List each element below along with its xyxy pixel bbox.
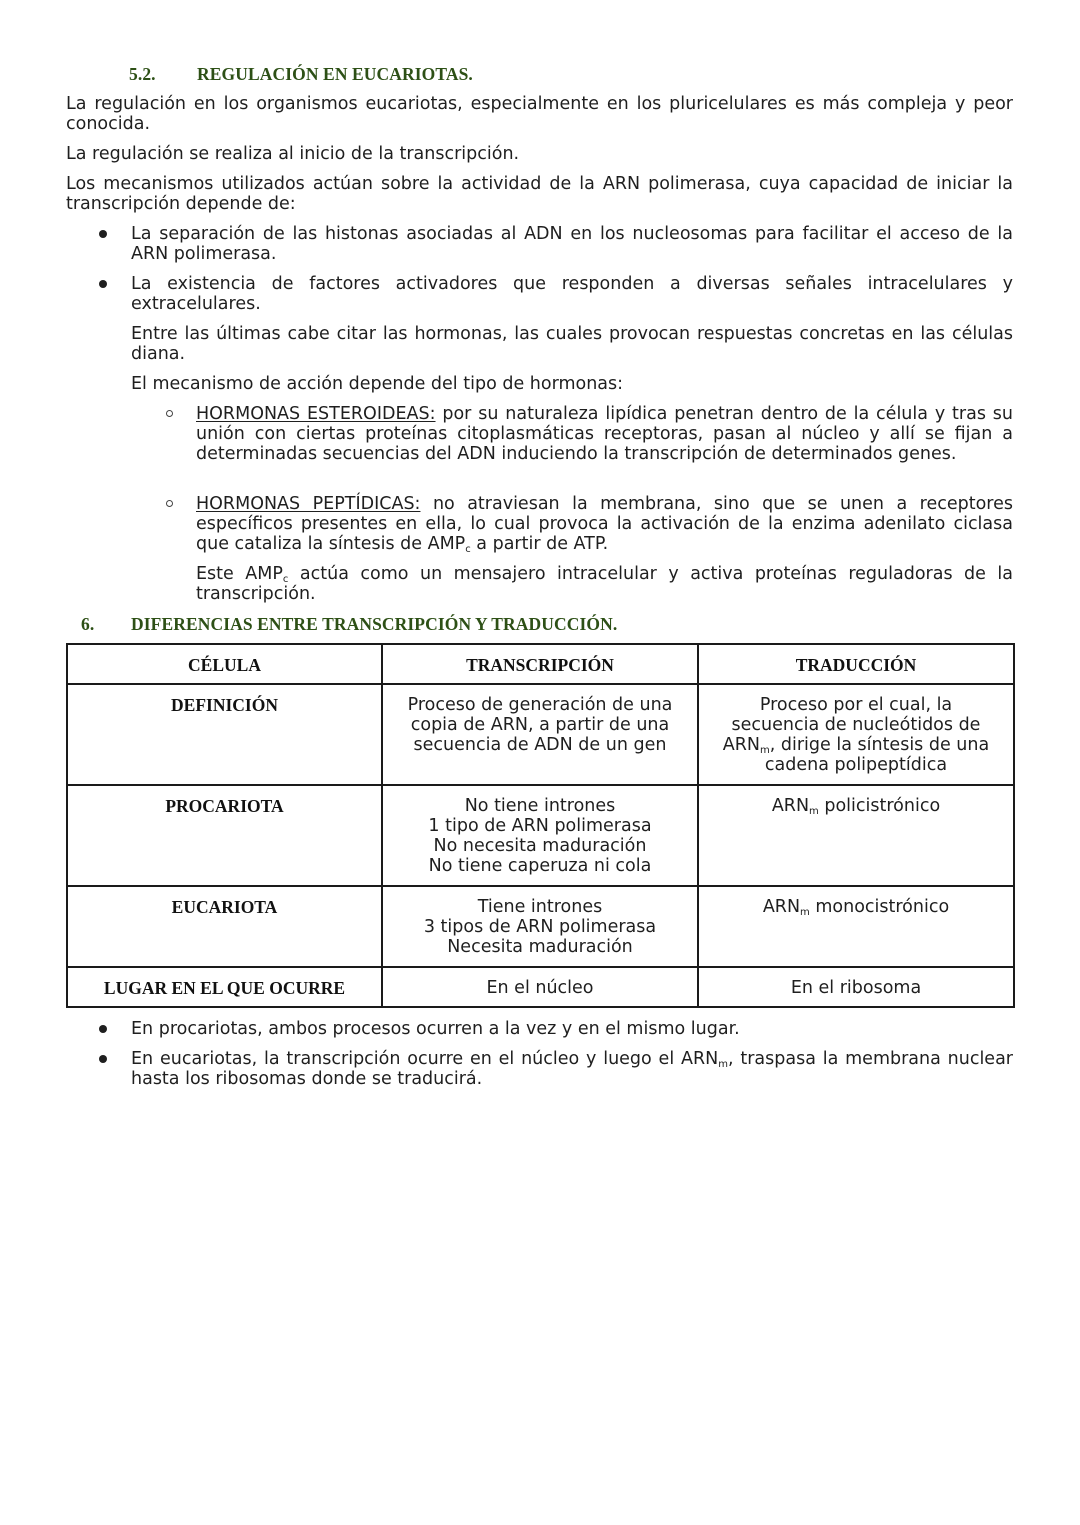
row-label: DEFINICIÓN	[67, 684, 382, 785]
cell-line: 3 tipos de ARN polimerasa	[423, 917, 657, 937]
paragraph-start: La regulación se realiza al inicio de la transcripción.	[66, 144, 520, 164]
section-heading-6	[81, 614, 617, 635]
bullet-eukaryotes	[131, 1049, 1013, 1089]
amp-note-end: actúa como un mensajero intracelular y activa proteínas reguladoras de la transcripción.	[196, 564, 1013, 604]
paragraph-mechanisms: Los mecanismos utilizados actúan sobre la actividad de la ARN polimerasa, cuya capacidad de iniciar la transcripción depende de:	[66, 174, 1013, 214]
hormone-steroid-term: HORMONAS ESTEROIDEAS:	[196, 404, 436, 424]
text: monocistrónico	[809, 897, 950, 917]
hormone-steroid-item	[196, 404, 1013, 464]
cell-line: Tiene intrones	[477, 897, 603, 917]
subscript: m	[718, 1059, 728, 1070]
cell-line: No tiene intrones	[464, 796, 616, 816]
cell-line: Proceso de generación de una	[407, 695, 673, 715]
cell-line: cadena polipeptídica	[764, 755, 948, 775]
differences-table	[66, 643, 1015, 1008]
table-row	[67, 785, 1014, 886]
amp-note	[196, 564, 1013, 604]
cell-line: secuencia de ADN de un gen	[413, 735, 667, 755]
cell-transcription	[382, 785, 698, 886]
text: En el ribosoma	[790, 978, 922, 998]
text: ARN	[762, 897, 801, 917]
paragraph-mechanism-type: El mecanismo de acción depende del tipo de hormonas:	[131, 374, 624, 394]
cell-transcription	[382, 684, 698, 785]
cell-line	[705, 735, 1007, 755]
cell-line: 1 tipo de ARN polimerasa	[428, 816, 652, 836]
row-label: LUGAR EN EL QUE OCURRE	[67, 967, 382, 1007]
paragraph-intro: La regulación en los organismos eucariotas, especialmente en los pluricelulares es más compleja y peor conocida.	[66, 94, 1013, 134]
text: ARN	[771, 796, 810, 816]
cell-translation	[698, 886, 1014, 967]
amp-note-start: Este AMP	[196, 564, 283, 584]
section-number: 6.	[81, 614, 95, 634]
hormone-peptide-term: HORMONAS PEPTÍDICAS:	[196, 494, 421, 514]
circle-bullet-icon	[166, 500, 173, 507]
bullet-histones: La separación de las histonas asociadas al ADN en los nucleosomas para facilitar el acceso de la ARN polimerasa.	[131, 224, 1013, 264]
subscript: m	[800, 907, 810, 918]
header-cell: CÉLULA	[67, 644, 382, 684]
section-heading-5-2	[129, 64, 473, 85]
text: , dirige la síntesis de una	[769, 735, 990, 755]
hormone-steroid-text: por su naturaleza lipídica penetran dentro de la célula y tras su unión con ciertas proteínas citoplasmáticas receptoras, pasan al núcleo y allí se fijan a determinadas secuencias del ADN induciendo la transcripción de determinados genes.	[196, 404, 1013, 464]
cell-line: copia de ARN, a partir de una	[410, 715, 670, 735]
circle-bullet-icon	[166, 410, 173, 417]
section-title: DIFERENCIAS ENTRE TRANSCRIPCIÓN Y TRADUCCIÓN.	[131, 614, 618, 634]
hormone-peptide-text: no atraviesan la membrana, sino que se unen a receptores específicos presentes en ella, lo cual provoca la activación de la enzima adenilato ciclasa que cataliza la síntesis de AMP	[196, 494, 1014, 554]
section-number: 5.2.	[129, 64, 156, 84]
row-label: PROCARIOTA	[67, 785, 382, 886]
cell-line: secuencia de nucleótidos de	[731, 715, 981, 735]
cell-transcription	[382, 886, 698, 967]
cell-translation	[698, 785, 1014, 886]
bullet-prokaryotes: En procariotas, ambos procesos ocurren a la vez y en el mismo lugar.	[131, 1019, 740, 1039]
cell-translation	[698, 967, 1014, 1007]
header-cell: TRADUCCIÓN	[698, 644, 1014, 684]
bullet-icon	[99, 1055, 107, 1063]
section-title: REGULACIÓN EN EUCARIOTAS.	[197, 64, 473, 84]
hormone-peptide-text-end: a partir de ATP.	[470, 534, 609, 554]
cell-line: Proceso por el cual, la	[759, 695, 953, 715]
bullet-activators: La existencia de factores activadores que responden a diversas señales intracelulares y extracelulares.	[131, 274, 1013, 314]
text: policistrónico	[818, 796, 941, 816]
subscript: m	[760, 745, 770, 756]
cell-line: En el núcleo	[486, 978, 594, 998]
cell-line: No necesita maduración	[433, 836, 647, 856]
bullet-icon	[99, 230, 107, 238]
table-header-row	[67, 644, 1014, 684]
text: ARN	[722, 735, 761, 755]
table-row	[67, 684, 1014, 785]
row-label: EUCARIOTA	[67, 886, 382, 967]
text: En eucariotas, la transcripción ocurre en el núcleo y luego el ARN	[131, 1049, 719, 1069]
table-row	[67, 967, 1014, 1007]
paragraph-hormones: Entre las últimas cabe citar las hormonas, las cuales provocan respuestas concretas en las células diana.	[131, 324, 1013, 364]
cell-line: Necesita maduración	[447, 937, 633, 957]
subscript: m	[809, 806, 819, 817]
bullet-icon	[99, 280, 107, 288]
subscript: c	[465, 544, 471, 555]
header-cell: TRANSCRIPCIÓN	[382, 644, 698, 684]
table-row	[67, 886, 1014, 967]
text: , traspasa la membrana nuclear hasta los ribosomas donde se traducirá.	[131, 1049, 1013, 1089]
cell-line: No tiene caperuza ni cola	[428, 856, 652, 876]
bullet-icon	[99, 1025, 107, 1033]
cell-transcription	[382, 967, 698, 1007]
cell-translation	[698, 684, 1014, 785]
subscript: c	[282, 574, 289, 585]
hormone-peptide-item	[196, 494, 1013, 554]
